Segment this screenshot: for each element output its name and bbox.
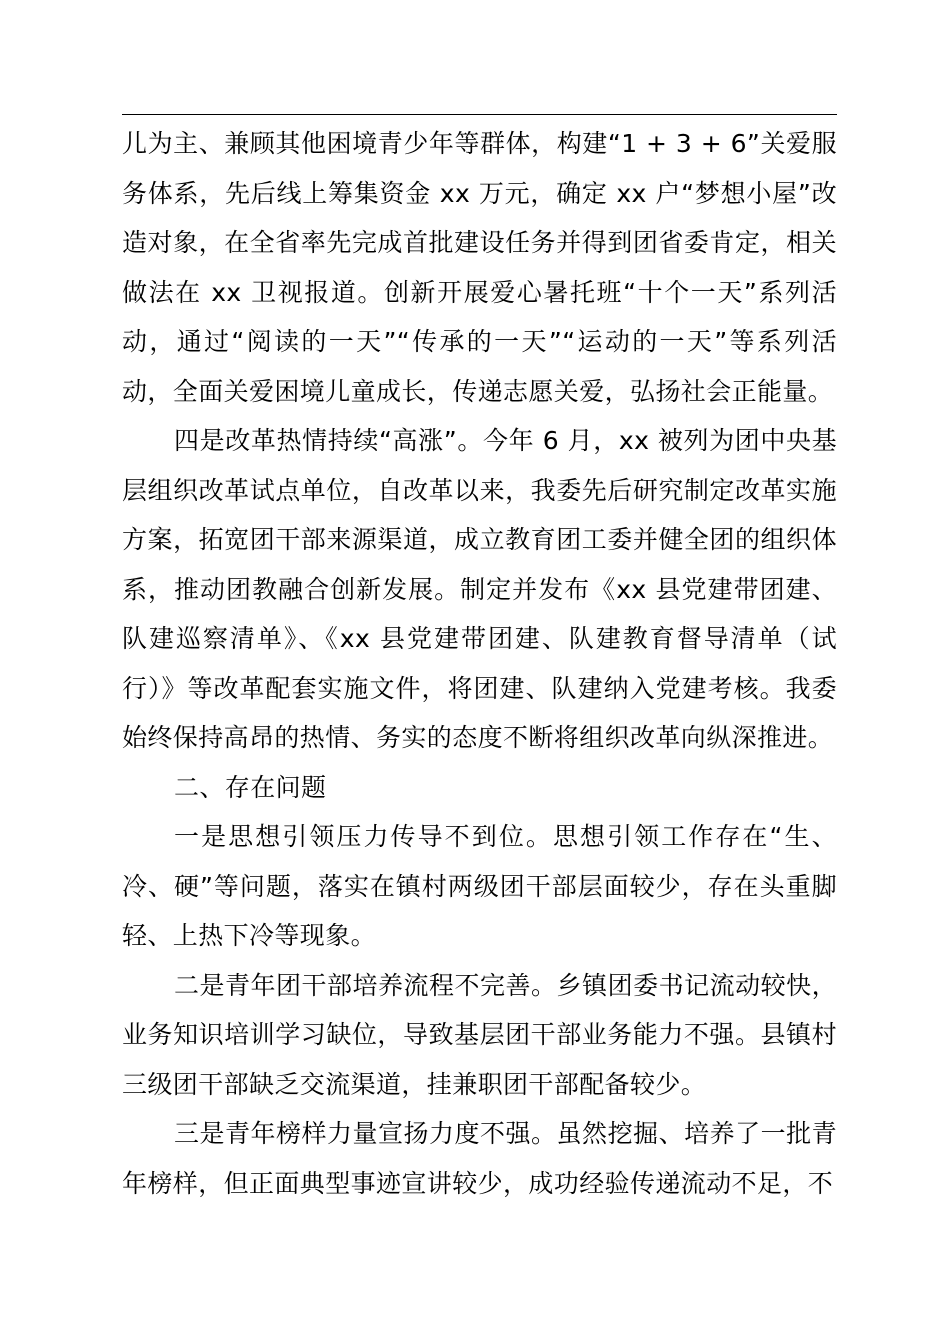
section-heading-problems: 二、存在问题 (174, 772, 327, 802)
paragraph-problem-1: 一是思想引领压力传导不到位。思想引领工作存在“生、冷、硬”等问题，落实在镇村两级团干部层面较少，存在头重脚轻、上热下冷等现象。 (122, 822, 837, 950)
paragraph-continued: 儿为主、兼顾其他困境青少年等群体，构建“1 + 3 + 6”关爱服务体系，先后线上筹集资金 xx 万元，确定 xx 户“梦想小屋”改造对象，在全省率先完成首批建设任务并得到团省委肯定，相关做法在 xx 卫视报道。创新开展爱心暑托班“十个一天”系列活动，通过“阅读的一天”“传承的一天”“运动的一天”等系列活动，全面关爱困境儿童成长，传递志愿关爱，弘扬社会正能量。 (122, 129, 837, 406)
paragraph-problem-2: 二是青年团干部培养流程不完善。乡镇团委书记流动较快，业务知识培训学习缺位，导致基层团干部业务能力不强。县镇村三级团干部缺乏交流渠道，挂兼职团干部配备较少。 (122, 970, 837, 1099)
paragraph-reform: 四是改革热情持续“高涨”。今年 6 月，xx 被列为团中央基层组织改革试点单位，自改革以来，我委先后研究制定改革实施方案，拓宽团干部来源渠道，成立教育团工委并健全团的组织体系，推动团教融合创新发展。制定并发布《xx 县党建带团建、队建巡察清单》、《xx 县党建带团建、队建教育督导清单（试行）》等改革配套实施文件，将团建、队建纳入党建考核。我委始终保持高昂的热情、务实的态度不断将组织改革向纵深推进。 (122, 426, 837, 752)
document-body (122, 119, 837, 1208)
header-rule (122, 114, 837, 115)
paragraph-problem-3: 三是青年榜样力量宣扬力度不强。虽然挖掘、培养了一批青年榜样，但正面典型事迹宣讲较少，成功经验传递流动不足，不 (122, 1119, 837, 1198)
